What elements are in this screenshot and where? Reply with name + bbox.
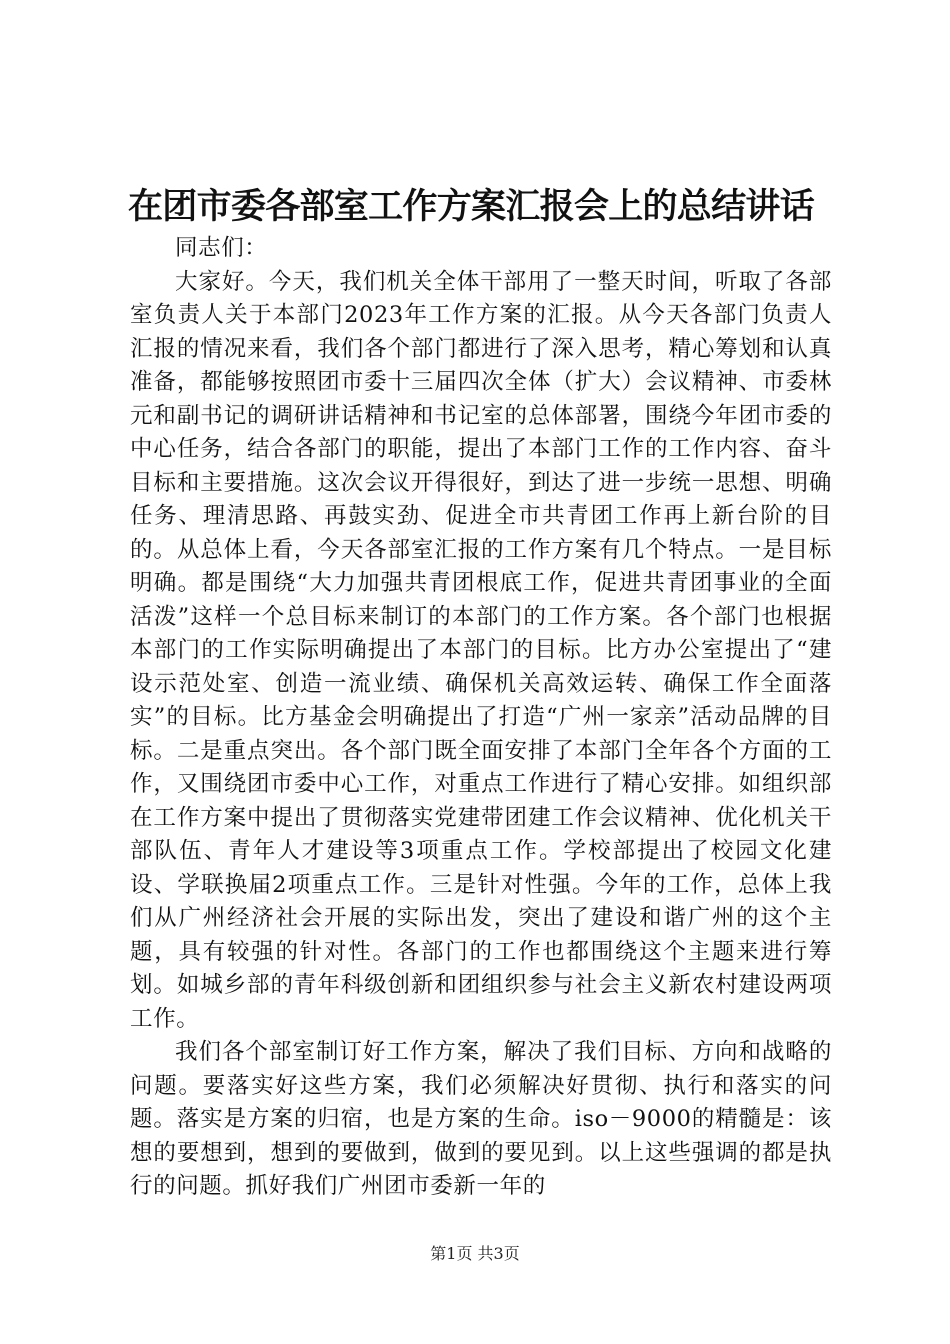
document-title: 在团市委各部室工作方案汇报会上的总结讲话 (128, 186, 815, 227)
paragraph-2: 我们各个部室制订好工作方案，解决了我们目标、方向和战略的问题。要落实好这些方案，我们必须解决好贯彻、执行和落实的问题。落实是方案的归宿，也是方案的生命。iso－9000的精髓是：该想的要想到，想到的要做到，做到的要见到。以上这些强调的都是执行的问题。抓好我们广州团市委新一年的 (130, 1039, 832, 1199)
paragraph-1: 大家好。今天，我们机关全体干部用了一整天时间，听取了各部室负责人关于本部门2023年工作方案的汇报。从今天各部门负责人汇报的情况来看，我们各个部门都进行了深入思考，精心筹划和认真准备，都能够按照团市委十三届四次全体（扩大）会议精神、市委林元和副书记的调研讲话精神和书记室的总体部署，围绕今年团市委的中心任务，结合各部门的职能，提出了本部门工作的工作内容、奋斗目标和主要措施。这次会议开得很好，到达了进一步统一思想、明确任务、理清思路、再鼓实劲、促进全市共青团工作再上新台阶的目的。从总体上看，今天各部室汇报的工作方案有几个特点。一是目标明确。都是围绕“大力加强共青团根底工作，促进共青团事业的全面活泼”这样一个总目标来制订的本部门的工作方案。各个部门也根据本部门的工作实际明确提出了本部门的目标。比方办公室提出了“建设示范处室、创造一流业绩、确保机关高效运转、确保工作全面落实”的目标。比方基金会明确提出了打造“广州一家亲”活动品牌的目标。二是重点突出。各个部门既全面安排了本部门全年各个方面的工作，又围绕团市委中心工作，对重点工作进行了精心安排。如组织部在工作方案中提出了贯彻落实党建带团建工作会议精神、优化机关干部队伍、青年人才建设等3项重点工作。学校部提出了校园文化建设、学联换届2项重点工作。三是针对性强。今年的工作，总体上我们从广州经济社会开展的实际出发，突出了建设和谐广州的这个主题，具有较强的针对性。各部门的工作也都围绕这个主题来进行筹划。如城乡部的青年科级创新和团组织参与社会主义新农村建设两项工作。 (130, 268, 832, 1032)
salutation: 同志们： (175, 235, 268, 261)
page-number-footer: 第1页 共3页 (430, 1244, 520, 1263)
document-body (130, 232, 832, 1204)
